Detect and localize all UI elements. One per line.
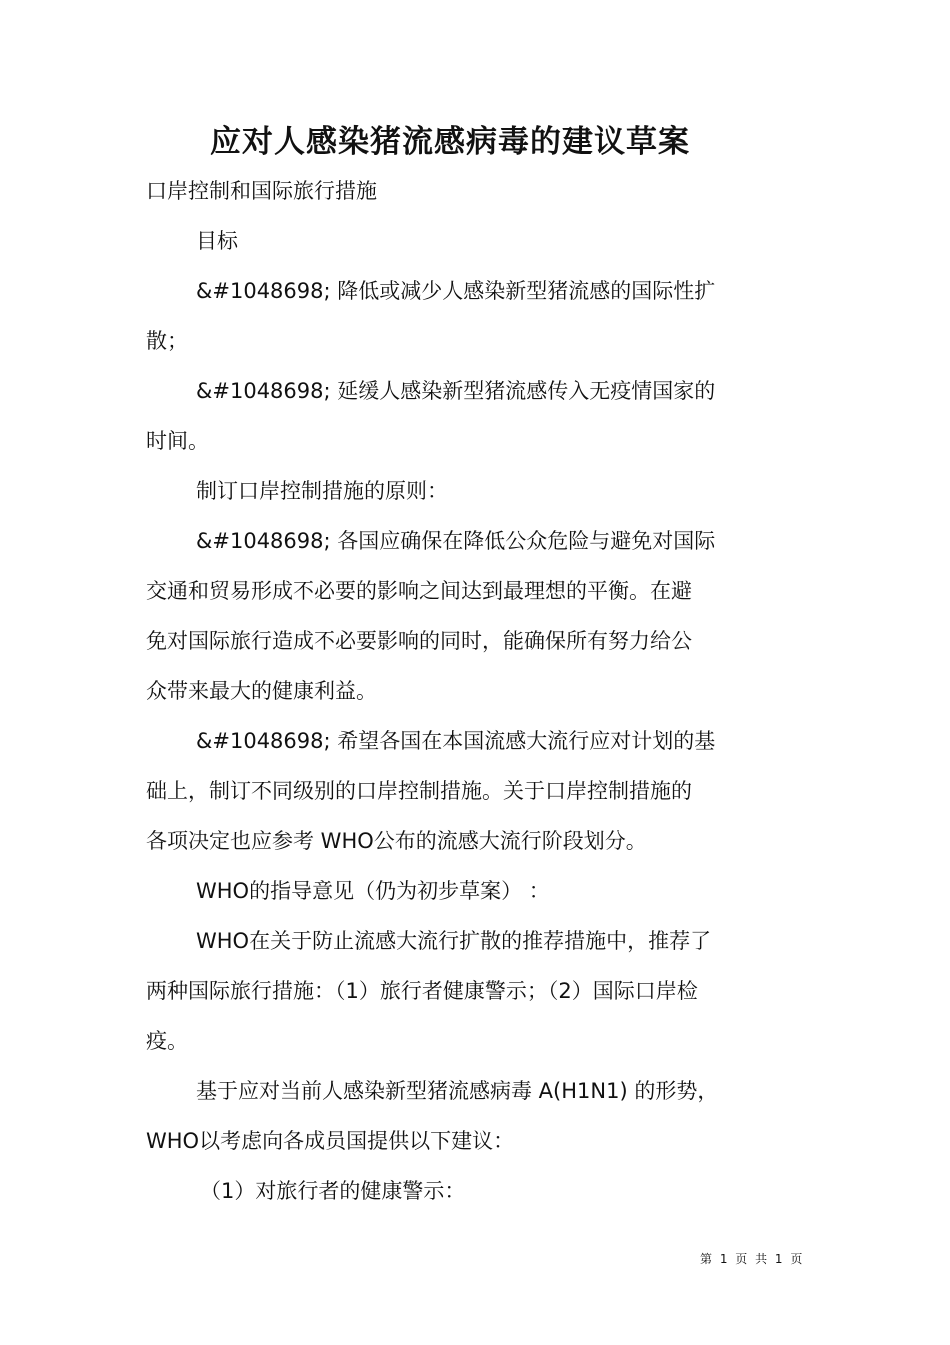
paragraph-line: 交通和贸易形成不必要的影响之间达到最理想的平衡。在避 xyxy=(146,579,692,603)
document-title: 应对人感染猪流感病毒的建议草案 xyxy=(210,124,690,160)
paragraph-line: 目标 xyxy=(196,229,238,253)
page-number-footer: 第 1 页 共 1 页 xyxy=(700,1252,805,1266)
paragraph-line: 础上，制订不同级别的口岸控制措施。关于口岸控制措施的 xyxy=(146,779,692,803)
paragraph-line: WHO以考虑向各成员国提供以下建议： xyxy=(146,1129,515,1153)
subsection-heading: （1）对旅行者的健康警示： xyxy=(200,1179,466,1203)
paragraph-line: 众带来最大的健康利益。 xyxy=(146,679,377,703)
paragraph-line: &#1048698; 延缓人感染新型猪流感传入无疫情国家的 xyxy=(196,379,716,403)
paragraph-line: 散； xyxy=(146,329,188,353)
paragraph-line: 制订口岸控制措施的原则： xyxy=(196,479,448,503)
paragraph-line: WHO的指导意见（仍为初步草案） ： xyxy=(196,879,550,903)
paragraph-line: &#1048698; 降低或减少人感染新型猪流感的国际性扩 xyxy=(196,279,716,303)
paragraph-line: 各项决定也应参考 WHO公布的流感大流行阶段划分。 xyxy=(146,829,647,853)
paragraph-line: &#1048698; 各国应确保在降低公众危险与避免对国际 xyxy=(196,529,716,553)
paragraph-line: 两种国际旅行措施：（1）旅行者健康警示；（2）国际口岸检 xyxy=(146,979,698,1003)
section-heading: 口岸控制和国际旅行措施 xyxy=(146,179,377,203)
paragraph-line: 基于应对当前人感染新型猪流感病毒 A(H1N1) 的形势， xyxy=(196,1079,719,1103)
paragraph-line: 免对国际旅行造成不必要影响的同时，能确保所有努力给公 xyxy=(146,629,692,653)
paragraph-line: 疫。 xyxy=(146,1029,188,1053)
paragraph-line: WHO在关于防止流感大流行扩散的推荐措施中，推荐了 xyxy=(196,929,712,953)
paragraph-line: &#1048698; 希望各国在本国流感大流行应对计划的基 xyxy=(196,729,716,753)
paragraph-line: 时间。 xyxy=(146,429,209,453)
